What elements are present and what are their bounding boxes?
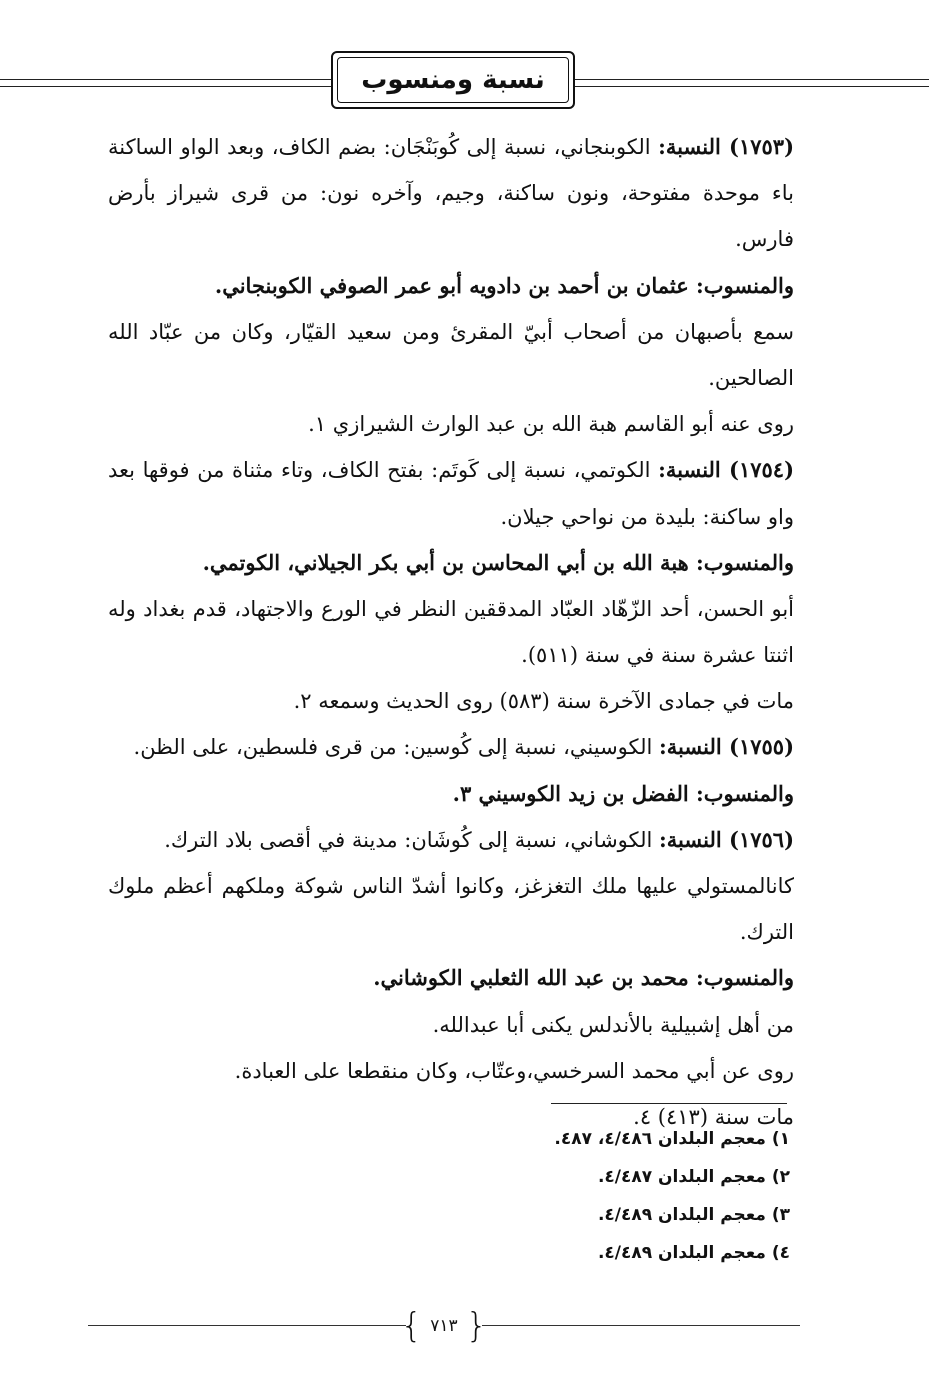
entry-paragraph [108, 1002, 794, 1048]
entry-paragraph [108, 1048, 794, 1094]
footer-rule-right [482, 1325, 800, 1326]
entry-paragraph [108, 771, 794, 817]
entry-text: الكوسيني، نسبة إلى كُوسين: من قرى فلسطين، على الظن. [133, 735, 660, 760]
entry-text: مات في جمادى الآخرة سنة (٥٨٣) روى الحديث وسمعه ٢. [293, 689, 794, 714]
entry-text: روى عن أبي محمد السرخسي،وعتّاب، وكان منقطعا على العبادة. [234, 1058, 794, 1083]
entry-heading: والمنسوب: محمد بن عبد الله الثعلبي الكوشاني. [373, 965, 794, 991]
entry-paragraph [108, 309, 794, 401]
entry-text: أبو الحسن، أحد الزّهّاد العبّاد المدققين النظر في الورع والاجتهاد، قدم بغداد وله اثنتا عشرة سنة في سنة (٥١١). [108, 596, 794, 668]
entry-paragraph [108, 678, 794, 724]
entry-paragraph [108, 540, 794, 586]
entry-paragraph [108, 955, 794, 1001]
entry-heading: (١٧٥٦) النسبة: [659, 826, 794, 852]
entry-heading: (١٧٥٣) النسبة: [658, 134, 794, 159]
entry-paragraph [108, 124, 794, 263]
entry-heading: (١٧٥٤) النسبة: [658, 457, 794, 483]
entry-paragraph [108, 586, 794, 678]
footnote-item: ٢) معجم البلدان ٤/٤٨٧. [597, 1167, 790, 1187]
entry-text: سمع بأصبهان من أصحاب أبيّ المقرئ ومن سعيد القيّار، وكان من عبّاد الله الصالحين. [108, 319, 794, 390]
header-rule-left [0, 79, 332, 87]
running-header [331, 51, 575, 109]
footnotes [300, 1120, 790, 1272]
entry-paragraph [108, 447, 794, 539]
page-number [400, 1306, 488, 1346]
footnote-item: ١) معجم البلدان ٤/٤٨٦، ٤٨٧. [554, 1129, 790, 1149]
entry-paragraph [108, 724, 794, 770]
entry-paragraph [108, 863, 794, 955]
entry-text: الكوبنجاني، نسبة إلى كُوبَنْجَان: بضم الكاف، وبعد الواو الساكنة باء موحدة مفتوحة، ونون ساكنة، وجيم، وآخره نون: من قرى شيراز بأرض فارس. [108, 135, 794, 252]
page-number-bracket-left: } [400, 1306, 423, 1346]
footnote-item: ٣) معجم البلدان ٤/٤٨٩. [597, 1205, 790, 1225]
entry-text: روى عنه أبو القاسم هبة الله بن عبد الوارث الشيرازي ١. [308, 412, 794, 437]
footnote-item: ٤) معجم البلدان ٤/٤٨٩. [597, 1243, 790, 1263]
entry-paragraph [108, 401, 794, 447]
footnote-separator [551, 1103, 787, 1104]
entry-heading: والمنسوب: عثمان بن أحمد بن دادويه أبو عمر الصوفي الكوبنجاني. [214, 272, 794, 298]
entry-text: من أهل إشبيلية بالأندلس يكنى أبا عبدالله. [432, 1012, 794, 1037]
entry-text: الكوتمي، نسبة إلى كَوتَم: بفتح الكاف، وتاء مثناة من فوقها بعد واو ساكنة: بليدة من نواحي جيلان. [108, 458, 794, 529]
entry-paragraph [108, 263, 794, 309]
entry-text: كانالمستولي عليها ملك التغزغز، وكانوا أشدّ الناس شوكة وملكهم أعظم ملوك الترك. [108, 874, 794, 945]
entry-text: الكوشاني، نسبة إلى كُوشَان: مدينة في أقصى بلاد الترك. [164, 827, 660, 852]
entry-heading: (١٧٥٥) النسبة: [659, 734, 794, 760]
entry-text: مات سنة (٤١٣) ٤. [633, 1104, 794, 1129]
header-rule-right [575, 79, 929, 87]
footer-rule-left [88, 1325, 406, 1326]
running-header-title: نسبة ومنسوب [337, 57, 569, 103]
page-number-value: ٧١٣ [430, 1316, 458, 1336]
entry-heading: والمنسوب: الفضل بن زيد الكوسيني ٣. [452, 780, 794, 806]
page-number-bracket-right: { [465, 1306, 488, 1346]
entry-heading: والمنسوب: هبة الله بن أبي المحاسن بن أبي بكر الجيلاني، الكوتمي. [202, 549, 794, 575]
entry-paragraph [108, 817, 794, 863]
page-body [108, 124, 794, 1140]
